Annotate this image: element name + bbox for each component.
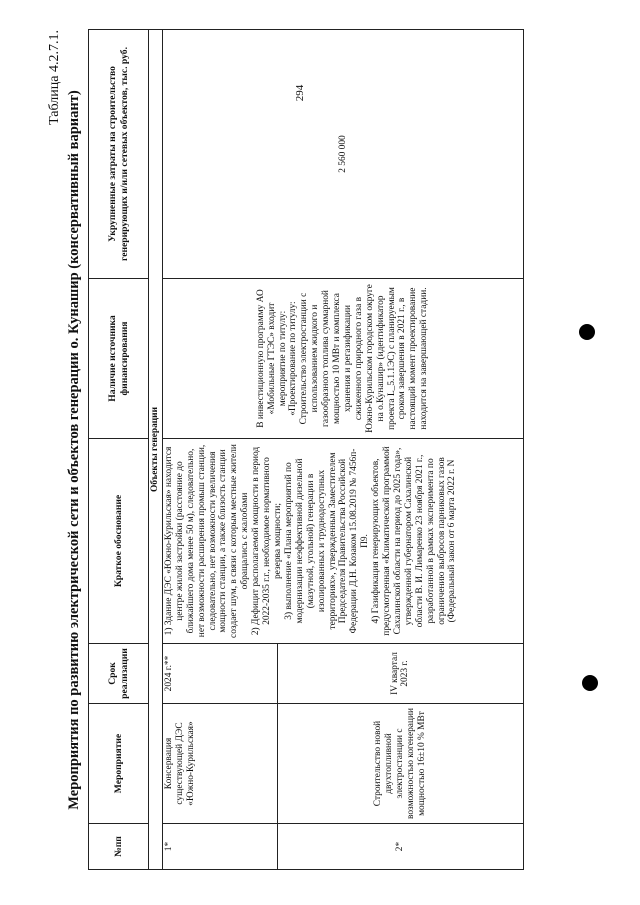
table-sheet xyxy=(44,30,524,870)
header-term: Срок реализации xyxy=(89,644,149,704)
page-number: 294 xyxy=(294,84,306,102)
header-justification: Краткое обоснование xyxy=(89,439,149,644)
table-title: Мероприятия по развитию электрической сети и объектов генерации о. Кунашир (консервативный вариант) xyxy=(66,90,82,810)
cost-cell: 2 560 000 xyxy=(162,30,523,279)
header-financing: Наличие источника финансирования xyxy=(89,279,149,439)
justification-item: 2) Дефицит располагаемой мощности в период 2022-2035 г.г., необходимое нормативного резерва мощности; xyxy=(251,446,283,636)
row-event: Консервация существующей ДЭС «Южно-Курильская» xyxy=(162,704,277,824)
table-header-row xyxy=(89,30,149,870)
justification-cell xyxy=(162,439,523,644)
row-term: 2024 г.** xyxy=(162,644,277,704)
justification-item: 3) выполнение «Плана мероприятий по модернизации неэффективной дизельной (мазутной, угольной) генерации в изолированных и труднодоступных территориях», утвержденным Заместителем Председателя Правительства Российской Федерации Д.Н. Козаком 15.08.2019 № 7456п-П9. xyxy=(283,448,371,634)
scan-mark-dot xyxy=(579,324,595,340)
rotated-page-area xyxy=(44,30,524,870)
row-event: Строительство новой двухтопливной электростанции с возможностью когенерации мощностью 16±10 % МВт xyxy=(277,704,523,824)
section-title: Объекты генерации xyxy=(149,30,163,870)
financing-cell: В инвестиционную программу АО «Мобильные ГТЭС» входит мероприятие по титулу: «Проектирование по титулу: Строительство электростанции с использованием жидкого и газообразного топлива суммарной мощностью 10 МВт и комплекса хранения и регазификации сжиженного природного газа в Южно-Курильском городском округе на о.Кунашир» (идентификатор проекта L_5.1.1ЭС) с планируемым сроком завершения в 2021 г., в настоящий момент проектирование находится на завершающей стадии. xyxy=(162,279,523,439)
scan-mark-dot xyxy=(582,675,598,691)
header-cost: Укрупненные затраты на строительство генерирующих и/или сетевых объектов, тыс. руб. xyxy=(89,30,149,279)
section-row xyxy=(149,30,163,870)
measures-table xyxy=(88,29,524,870)
justification-item: 4) Газификация генерирующих объектов, предусмотренная «Климатической программой Сахалинской области на период до 2025 года», утвержденной губернатором Сахалинской области В. И. Лимаренко 23 ноября 2021 г., разработанной в рамках эксперимента по ограничению выбросов парниковых газов (Федеральный закон от 6 марта 2022 г. N xyxy=(371,446,458,636)
row-num: 2* xyxy=(277,824,523,870)
table-number: Таблица 4.2.7.1. xyxy=(47,30,62,125)
header-event: Мероприятие xyxy=(89,704,149,824)
table-row xyxy=(162,30,277,870)
row-num: 1* xyxy=(162,824,277,870)
row-term: IV квартал 2023 г. xyxy=(277,644,523,704)
justification-item: 1) Здание ДЭС «Южно-Курильская» находится центре жилой застройки (расстояние до ближайшего дома менее 50 м), следовательно, нет возможности расширения промыш станции, следовательно, нет возможности увеличения мощности станции, а также близость станции создает шум, в связи с которым местные жители обращались с жалобами xyxy=(163,444,251,638)
header-num: №пп xyxy=(89,824,149,870)
